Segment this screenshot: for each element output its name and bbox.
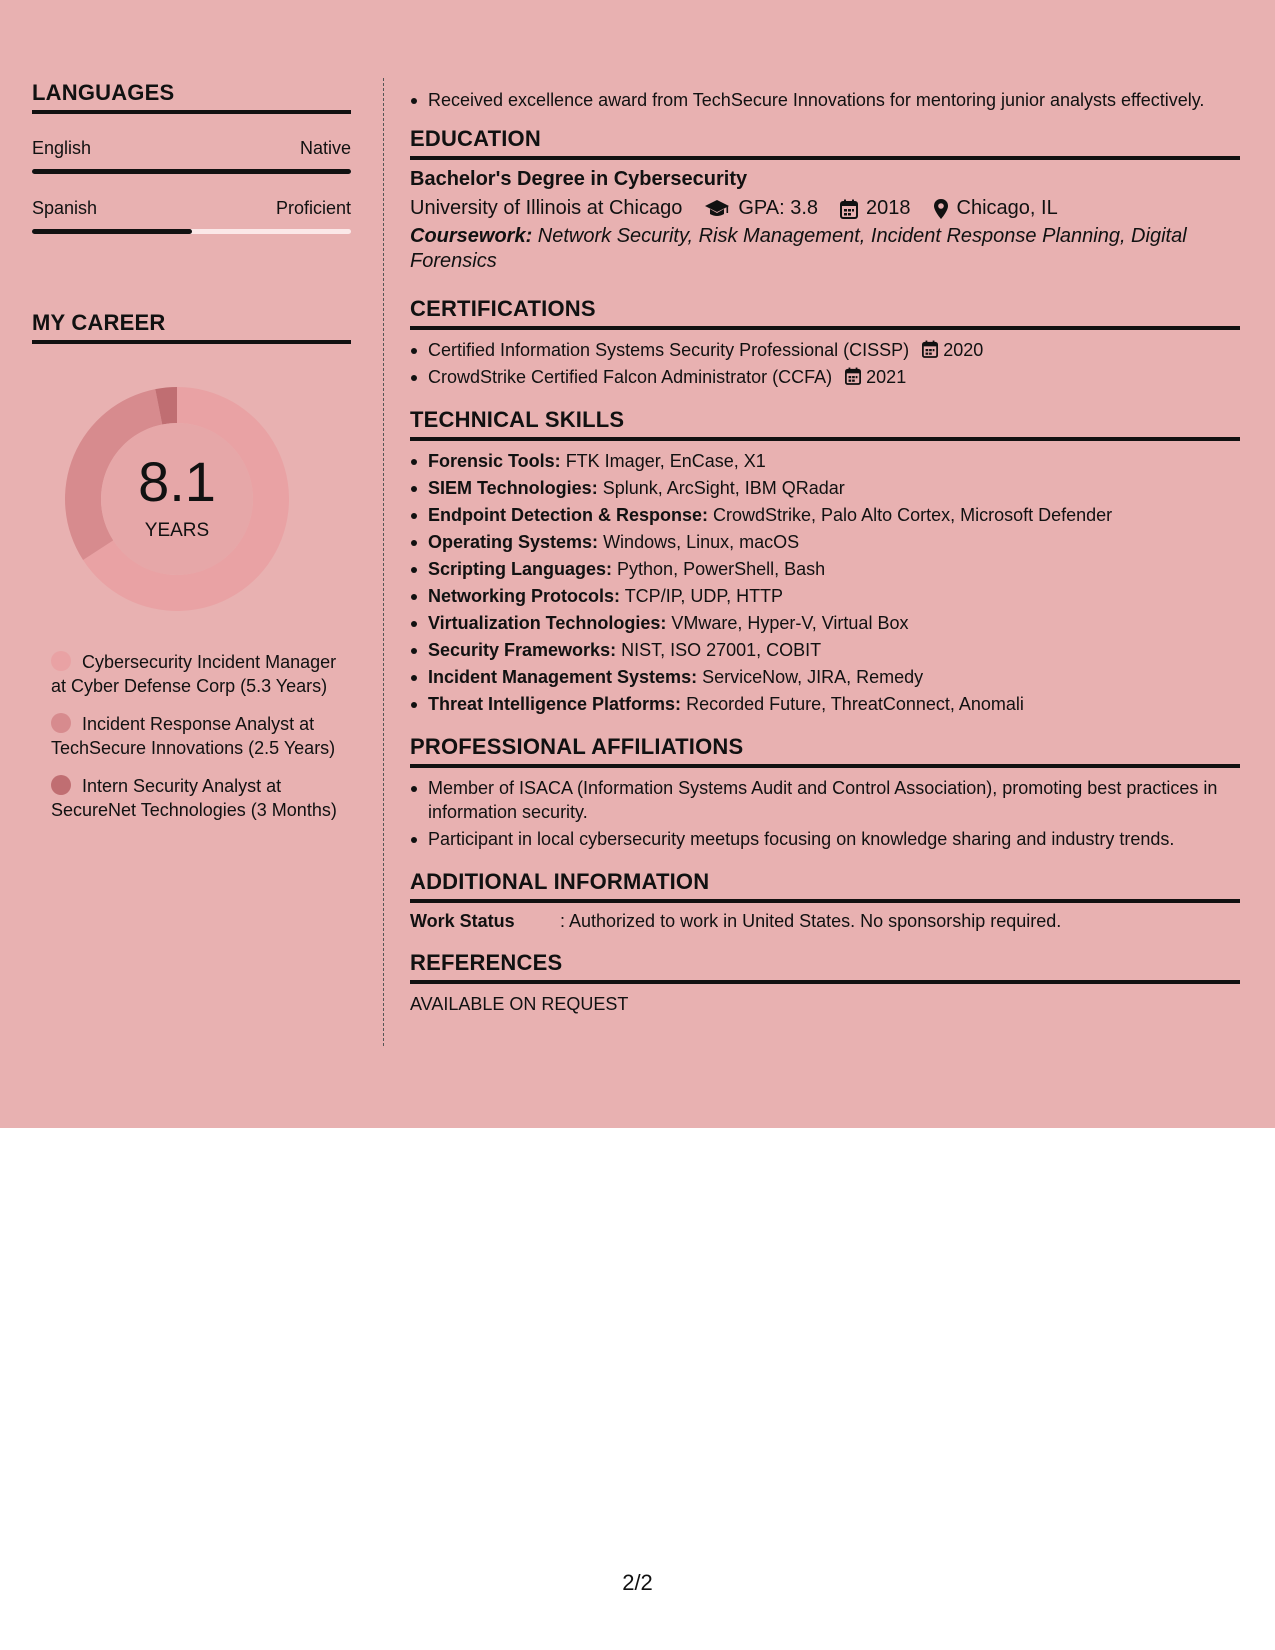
skill-value: Windows, Linux, macOS bbox=[598, 532, 800, 552]
affiliations-heading: PROFESSIONAL AFFILIATIONS bbox=[410, 734, 1240, 768]
skill-label: Virtualization Technologies: bbox=[428, 613, 667, 633]
skill-value: VMware, Hyper-V, Virtual Box bbox=[666, 613, 909, 633]
graduation-cap-icon bbox=[704, 199, 730, 219]
work-status-label: Work Status bbox=[410, 911, 515, 931]
list-item bbox=[410, 557, 1240, 581]
certifications-list bbox=[410, 338, 1240, 389]
legend-label: Cybersecurity Incident Manager at Cyber Defense Corp (5.3 Years) bbox=[51, 652, 337, 696]
skills-list bbox=[410, 449, 1240, 716]
column-divider bbox=[383, 78, 384, 1046]
affiliations-list bbox=[410, 776, 1240, 851]
skill-value: ServiceNow, JIRA, Remedy bbox=[697, 667, 924, 687]
language-item-english bbox=[32, 138, 351, 174]
education-year: 2018 bbox=[866, 197, 911, 219]
work-status-value: : Authorized to work in United States. No sponsorship required. bbox=[560, 911, 1062, 931]
list-item bbox=[410, 503, 1240, 527]
skill-value: Python, PowerShell, Bash bbox=[612, 559, 826, 579]
list-item: Participant in local cybersecurity meetups focusing on knowledge sharing and industry trends. bbox=[410, 827, 1240, 851]
additional-heading: ADDITIONAL INFORMATION bbox=[410, 869, 1240, 903]
skill-value: TCP/IP, UDP, HTTP bbox=[620, 586, 784, 606]
skill-label: Networking Protocols: bbox=[428, 586, 621, 606]
skill-label: Scripting Languages: bbox=[428, 559, 613, 579]
list-item bbox=[410, 530, 1240, 554]
coursework-label: Coursework: bbox=[410, 225, 533, 247]
language-bar bbox=[32, 169, 351, 174]
language-name: Spanish bbox=[32, 198, 98, 218]
legend-item bbox=[51, 774, 341, 822]
languages-heading: LANGUAGES bbox=[32, 80, 351, 114]
career-total-years: 8.1 bbox=[138, 450, 216, 513]
location-pin-icon bbox=[933, 198, 949, 220]
left-column bbox=[32, 80, 351, 836]
list-item bbox=[410, 665, 1240, 689]
skill-label: Threat Intelligence Platforms: bbox=[428, 694, 682, 714]
certification-year: 2021 bbox=[866, 367, 907, 387]
language-bar-fill bbox=[32, 169, 351, 174]
education-degree: Bachelor's Degree in Cybersecurity bbox=[410, 168, 748, 190]
education-location: Chicago, IL bbox=[956, 197, 1058, 219]
calendar-icon bbox=[922, 340, 938, 358]
list-item bbox=[410, 692, 1240, 716]
career-total-unit: YEARS bbox=[144, 520, 210, 541]
list-item bbox=[410, 476, 1240, 500]
certification-name: Certified Information Systems Security Professional (CISSP) bbox=[428, 340, 910, 360]
skill-label: Operating Systems: bbox=[428, 532, 599, 552]
language-level: Proficient bbox=[275, 198, 351, 218]
skill-value: CrowdStrike, Palo Alto Cortex, Microsoft Defender bbox=[708, 505, 1113, 525]
legend-label: Incident Response Analyst at TechSecure Innovations (2.5 Years) bbox=[51, 714, 336, 758]
certification-year: 2020 bbox=[943, 340, 984, 360]
career-donut-chart bbox=[62, 384, 292, 614]
calendar-icon bbox=[845, 367, 861, 385]
education-details bbox=[410, 197, 1240, 220]
skill-label: Forensic Tools: bbox=[428, 451, 561, 471]
right-column bbox=[410, 80, 1240, 1015]
list-item bbox=[410, 638, 1240, 662]
legend-dot bbox=[51, 713, 71, 733]
list-item bbox=[410, 338, 1240, 362]
skill-value: NIST, ISO 27001, COBIT bbox=[616, 640, 822, 660]
list-item: Received excellence award from TechSecure Innovations for mentoring junior analysts effectively. bbox=[410, 88, 1240, 112]
certifications-heading: CERTIFICATIONS bbox=[410, 296, 1240, 330]
calendar-icon bbox=[840, 199, 858, 219]
legend-item bbox=[51, 712, 341, 760]
skill-value: Splunk, ArcSight, IBM QRadar bbox=[597, 478, 845, 498]
references-text: AVAILABLE ON REQUEST bbox=[410, 994, 629, 1014]
certification-name: CrowdStrike Certified Falcon Administrator (CCFA) bbox=[428, 367, 833, 387]
language-level: Native bbox=[299, 138, 351, 158]
language-bar bbox=[32, 229, 351, 234]
page-number: 2/2 bbox=[622, 1570, 653, 1595]
education-gpa: GPA: 3.8 bbox=[738, 197, 819, 219]
education-coursework bbox=[410, 224, 1240, 274]
legend-label: Intern Security Analyst at SecureNet Technologies (3 Months) bbox=[51, 776, 337, 820]
language-bar-fill bbox=[32, 229, 192, 234]
skill-label: Security Frameworks: bbox=[428, 640, 617, 660]
list-item bbox=[410, 449, 1240, 473]
language-name: English bbox=[32, 138, 92, 158]
list-item: Member of ISACA (Information Systems Audit and Control Association), promoting best practices in information security. bbox=[410, 776, 1240, 824]
skill-label: Incident Management Systems: bbox=[428, 667, 698, 687]
experience-tail-list bbox=[410, 88, 1240, 112]
skill-value: FTK Imager, EnCase, X1 bbox=[560, 451, 766, 471]
skills-heading: TECHNICAL SKILLS bbox=[410, 407, 1240, 441]
legend-dot bbox=[51, 775, 71, 795]
list-item bbox=[410, 365, 1240, 389]
career-legend bbox=[32, 650, 351, 822]
list-item bbox=[410, 584, 1240, 608]
legend-dot bbox=[51, 651, 71, 671]
skill-value: Recorded Future, ThreatConnect, Anomali bbox=[681, 694, 1024, 714]
work-status-row bbox=[410, 911, 1240, 932]
skill-label: SIEM Technologies: bbox=[428, 478, 598, 498]
legend-item bbox=[51, 650, 341, 698]
skill-label: Endpoint Detection & Response: bbox=[428, 505, 709, 525]
references-heading: REFERENCES bbox=[410, 950, 1240, 984]
career-heading: MY CAREER bbox=[32, 310, 351, 344]
education-school: University of Illinois at Chicago bbox=[410, 197, 683, 219]
list-item bbox=[410, 611, 1240, 635]
coursework-value: Network Security, Risk Management, Incident Response Planning, Digital Forensics bbox=[410, 225, 1187, 272]
education-heading: EDUCATION bbox=[410, 126, 1240, 160]
language-item-spanish bbox=[32, 198, 351, 234]
